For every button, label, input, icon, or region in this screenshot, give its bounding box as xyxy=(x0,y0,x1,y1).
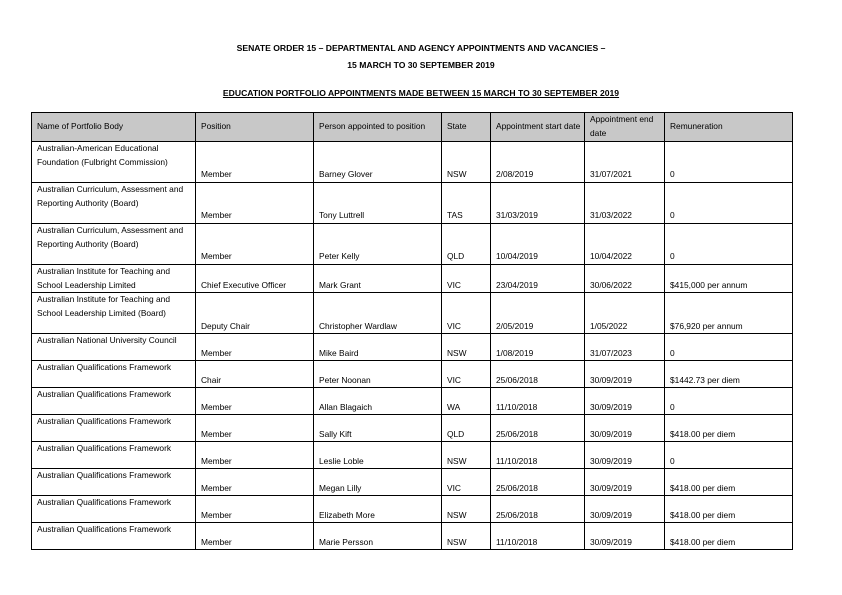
remuneration-cell: $418.00 per diem xyxy=(665,496,793,523)
end-date-cell: 1/05/2022 xyxy=(585,293,665,334)
position-cell: Member xyxy=(196,496,314,523)
table-row xyxy=(32,334,793,361)
start-date-cell: 2/05/2019 xyxy=(491,293,585,334)
person-cell: Sally Kift xyxy=(314,415,442,442)
person-cell: Marie Persson xyxy=(314,523,442,550)
start-date-cell: 25/06/2018 xyxy=(491,496,585,523)
portfolio-body-cell: Australian Institute for Teaching and School Leadership Limited xyxy=(32,265,196,293)
end-date-cell: 30/09/2019 xyxy=(585,496,665,523)
col-end-date-header: Appointment end date xyxy=(585,113,665,142)
remuneration-cell: $415,000 per annum xyxy=(665,265,793,293)
person-cell: Peter Noonan xyxy=(314,361,442,388)
position-cell: Member xyxy=(196,334,314,361)
start-date-cell: 2/08/2019 xyxy=(491,142,585,183)
portfolio-body-cell: Australian Curriculum, Assessment and Reporting Authority (Board) xyxy=(32,224,196,265)
portfolio-body-cell: Australian Qualifications Framework xyxy=(32,415,196,442)
appointments-table xyxy=(31,112,793,550)
person-cell: Peter Kelly xyxy=(314,224,442,265)
state-cell: VIC xyxy=(442,265,491,293)
position-cell: Member xyxy=(196,442,314,469)
state-cell: VIC xyxy=(442,293,491,334)
remuneration-cell: $418.00 per diem xyxy=(665,469,793,496)
remuneration-cell: 0 xyxy=(665,388,793,415)
col-person-header: Person appointed to position xyxy=(314,113,442,142)
remuneration-cell: 0 xyxy=(665,183,793,224)
table-header-row xyxy=(32,113,793,142)
start-date-cell: 31/03/2019 xyxy=(491,183,585,224)
end-date-cell: 31/03/2022 xyxy=(585,183,665,224)
start-date-cell: 11/10/2018 xyxy=(491,388,585,415)
remuneration-cell: $76,920 per annum xyxy=(665,293,793,334)
col-state-header: State xyxy=(442,113,491,142)
end-date-cell: 30/06/2022 xyxy=(585,265,665,293)
portfolio-body-cell: Australian Qualifications Framework xyxy=(32,523,196,550)
state-cell: VIC xyxy=(442,469,491,496)
state-cell: QLD xyxy=(442,415,491,442)
state-cell: WA xyxy=(442,388,491,415)
position-cell: Member xyxy=(196,469,314,496)
table-row xyxy=(32,142,793,183)
document-title-line-1: SENATE ORDER 15 – DEPARTMENTAL AND AGENCY APPOINTMENTS AND VACANCIES – xyxy=(236,43,606,53)
portfolio-body-cell: Australian-American Educational Foundation (Fulbright Commission) xyxy=(32,142,196,183)
table-row xyxy=(32,469,793,496)
table-row xyxy=(32,183,793,224)
col-start-date-header: Appointment start date xyxy=(491,113,585,142)
end-date-cell: 30/09/2019 xyxy=(585,523,665,550)
state-cell: NSW xyxy=(442,442,491,469)
position-cell: Deputy Chair xyxy=(196,293,314,334)
state-cell: NSW xyxy=(442,523,491,550)
state-cell: NSW xyxy=(442,496,491,523)
end-date-cell: 10/04/2022 xyxy=(585,224,665,265)
table-row xyxy=(32,388,793,415)
state-cell: NSW xyxy=(442,142,491,183)
state-cell: QLD xyxy=(442,224,491,265)
state-cell: VIC xyxy=(442,361,491,388)
table-row xyxy=(32,293,793,334)
start-date-cell: 25/06/2018 xyxy=(491,469,585,496)
start-date-cell: 1/08/2019 xyxy=(491,334,585,361)
remuneration-cell: 0 xyxy=(665,334,793,361)
position-cell: Member xyxy=(196,142,314,183)
person-cell: Allan Blagaich xyxy=(314,388,442,415)
table-row xyxy=(32,415,793,442)
person-cell: Tony Luttrell xyxy=(314,183,442,224)
remuneration-cell: 0 xyxy=(665,442,793,469)
start-date-cell: 25/06/2018 xyxy=(491,361,585,388)
person-cell: Mark Grant xyxy=(314,265,442,293)
remuneration-cell: $1442.73 per diem xyxy=(665,361,793,388)
start-date-cell: 23/04/2019 xyxy=(491,265,585,293)
portfolio-body-cell: Australian Qualifications Framework xyxy=(32,442,196,469)
portfolio-body-cell: Australian Qualifications Framework xyxy=(32,361,196,388)
remuneration-cell: $418.00 per diem xyxy=(665,415,793,442)
person-cell: Leslie Loble xyxy=(314,442,442,469)
end-date-cell: 30/09/2019 xyxy=(585,388,665,415)
remuneration-cell: 0 xyxy=(665,142,793,183)
portfolio-body-cell: Australian Curriculum, Assessment and Reporting Authority (Board) xyxy=(32,183,196,224)
table-row xyxy=(32,265,793,293)
remuneration-cell: 0 xyxy=(665,224,793,265)
state-cell: NSW xyxy=(442,334,491,361)
person-cell: Barney Glover xyxy=(314,142,442,183)
end-date-cell: 31/07/2021 xyxy=(585,142,665,183)
table-row xyxy=(32,496,793,523)
position-cell: Member xyxy=(196,388,314,415)
portfolio-body-cell: Australian Qualifications Framework xyxy=(32,469,196,496)
start-date-cell: 10/04/2019 xyxy=(491,224,585,265)
person-cell: Mike Baird xyxy=(314,334,442,361)
portfolio-body-cell: Australian National University Council xyxy=(32,334,196,361)
portfolio-body-cell: Australian Qualifications Framework xyxy=(32,496,196,523)
position-cell: Member xyxy=(196,224,314,265)
start-date-cell: 11/10/2018 xyxy=(491,442,585,469)
table-row xyxy=(32,361,793,388)
portfolio-body-cell: Australian Institute for Teaching and School Leadership Limited (Board) xyxy=(32,293,196,334)
person-cell: Christopher Wardlaw xyxy=(314,293,442,334)
end-date-cell: 30/09/2019 xyxy=(585,361,665,388)
end-date-cell: 31/07/2023 xyxy=(585,334,665,361)
position-cell: Chair xyxy=(196,361,314,388)
col-remuneration-header: Remuneration xyxy=(665,113,793,142)
end-date-cell: 30/09/2019 xyxy=(585,415,665,442)
table-row xyxy=(32,442,793,469)
document-title-line-2: 15 MARCH TO 30 SEPTEMBER 2019 xyxy=(347,60,495,70)
start-date-cell: 11/10/2018 xyxy=(491,523,585,550)
table-body xyxy=(32,142,793,550)
col-position-header: Position xyxy=(196,113,314,142)
position-cell: Member xyxy=(196,523,314,550)
col-portfolio-body-header: Name of Portfolio Body xyxy=(32,113,196,142)
person-cell: Megan Lilly xyxy=(314,469,442,496)
position-cell: Member xyxy=(196,183,314,224)
end-date-cell: 30/09/2019 xyxy=(585,469,665,496)
position-cell: Chief Executive Officer xyxy=(196,265,314,293)
position-cell: Member xyxy=(196,415,314,442)
portfolio-body-cell: Australian Qualifications Framework xyxy=(32,388,196,415)
end-date-cell: 30/09/2019 xyxy=(585,442,665,469)
section-subtitle: EDUCATION PORTFOLIO APPOINTMENTS MADE BETWEEN 15 MARCH TO 30 SEPTEMBER 2019 xyxy=(222,88,620,98)
table-row xyxy=(32,523,793,550)
person-cell: Elizabeth More xyxy=(314,496,442,523)
remuneration-cell: $418.00 per diem xyxy=(665,523,793,550)
table-row xyxy=(32,224,793,265)
state-cell: TAS xyxy=(442,183,491,224)
start-date-cell: 25/06/2018 xyxy=(491,415,585,442)
